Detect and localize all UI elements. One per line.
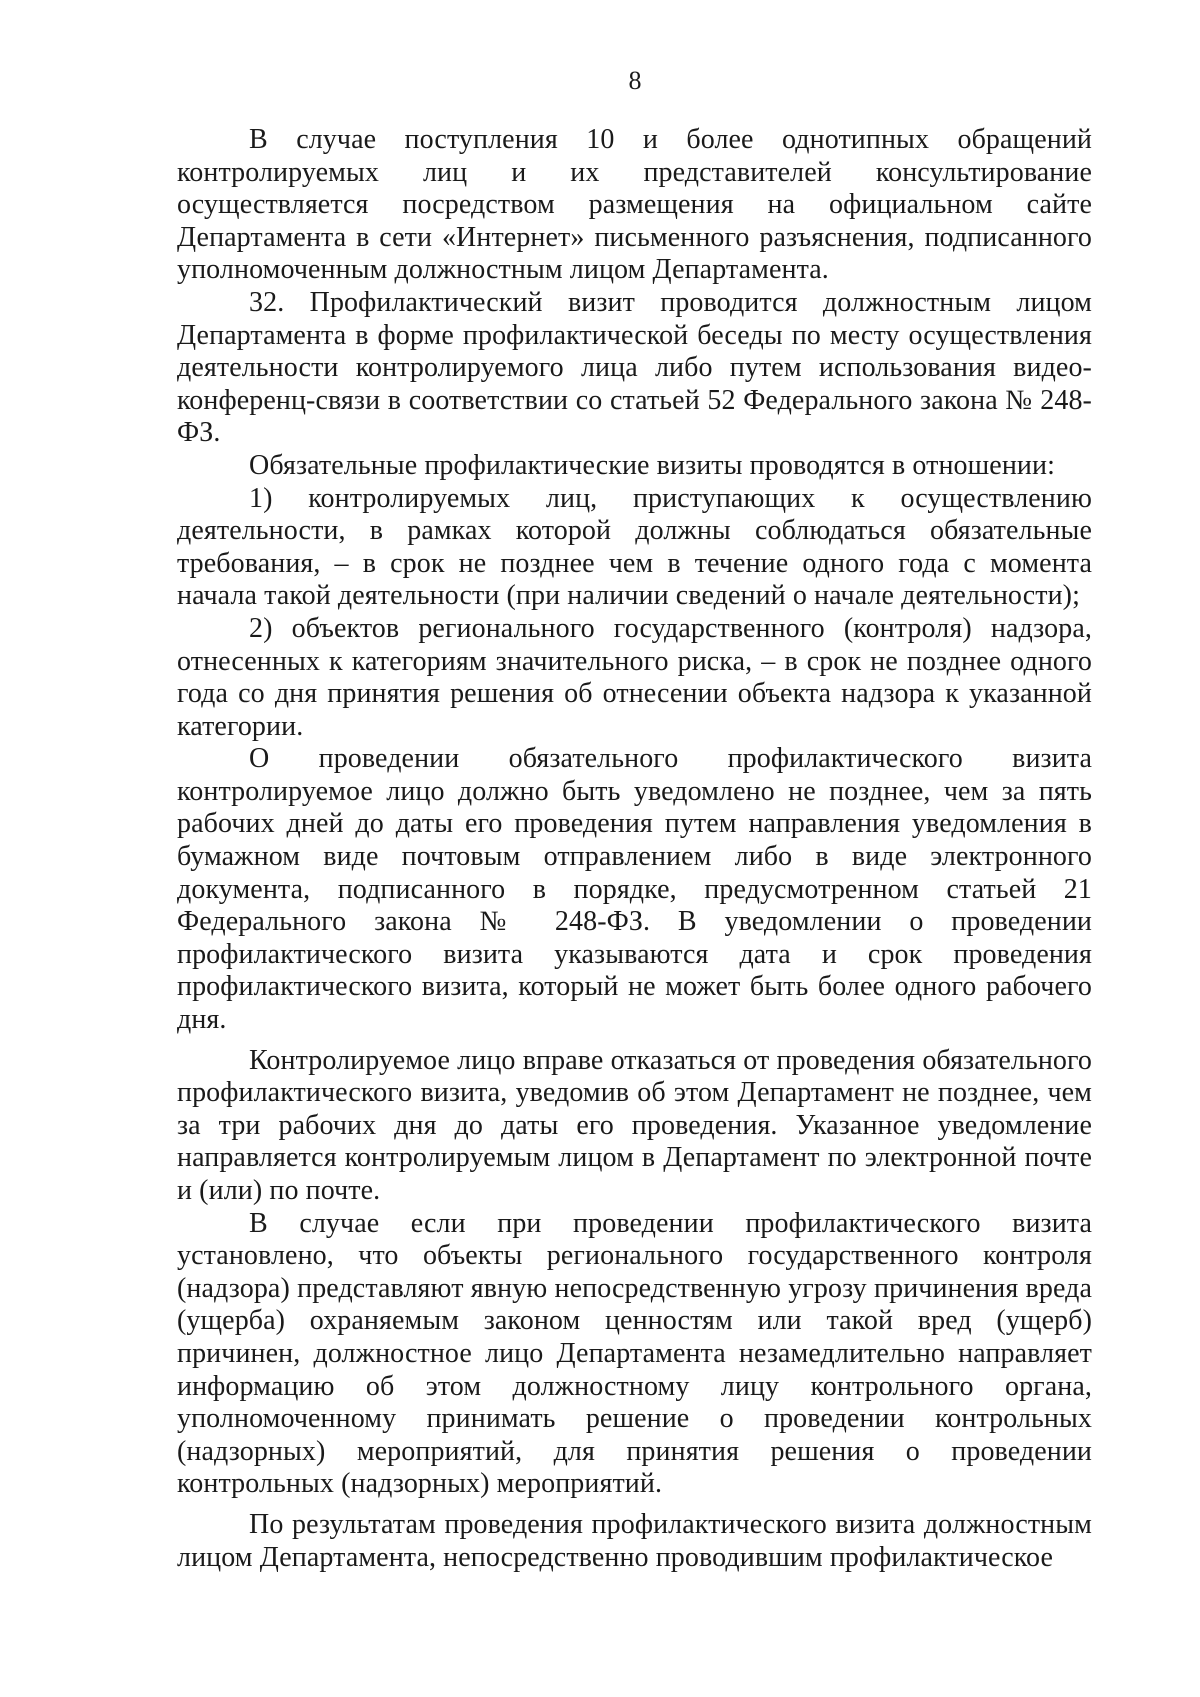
paragraph-threat-detected: В случае если при проведении профилактического визита установлено, что объекты регионального государственного контроля (надзора) представляют явную непосредственную угрозу причинения вреда (ущерба) охраняемым законом ценностям или такой вред (ущерб) причинен, должностное лицо Департамента незамедлительно направляет информацию об этом должностному лицу контрольного органа, уполномоченному принимать решение о проведении контрольных (надзорных) мероприятий, для принятия решения о проведении контрольных (надзорных) мероприятий. — [177, 1207, 1092, 1500]
paragraph-mandatory-visits-intro: Обязательные профилактические визиты проводятся в отношении: — [249, 449, 1055, 481]
paragraph-consultation-mass-requests: В случае поступления 10 и более однотипных обращений контролируемых лиц и их представителей консультирование осуществляется посредством размещения на официальном сайте Департамента в сети «Интернет» письменного разъяснения, подписанного уполномоченным должностным лицом Департамента. — [177, 124, 1092, 286]
paragraph-mandatory-visits-item-1: 1) контролируемых лиц, приступающих к осуществлению деятельности, в рамках которой должны соблюдаться обязательные требования, – в срок не позднее чем в течение одного года с момента начала такой деятельности (при наличии сведений о начале деятельности); — [177, 482, 1092, 612]
paragraph-visit-refusal: Контролируемое лицо вправе отказаться от проведения обязательного профилактического визита, уведомив об этом Департамент не позднее, чем за три рабочих дня до даты его проведения. Указанное уведомление направляется контролируемым лицом в Департамент по электронной почте и (или) по почте. — [177, 1044, 1092, 1206]
paragraph-preventive-visit: 32. Профилактический визит проводится должностным лицом Департамента в форме профилактической беседы по месту осуществления деятельности контролируемого лица либо путем использования видео-конференц-связи в соответствии со статьей 52 Федерального закона № 248-ФЗ. — [177, 286, 1092, 449]
paragraph-visit-results: По результатам проведения профилактического визита должностным лицом Департамента, непосредственно проводившим профилактическое — [177, 1508, 1092, 1573]
paragraph-mandatory-visits-item-2: 2) объектов регионального государственного (контроля) надзора, отнесенных к категориям значительного риска, – в срок не позднее одного года со дня принятия решения об отнесении объекта надзора к указанной категории. — [177, 612, 1092, 742]
document-body — [177, 124, 1092, 1574]
paragraph-visit-notification: О проведении обязательного профилактического визита контролируемое лицо должно быть уведомлено не позднее, чем за пять рабочих дней до даты его проведения путем направления уведомления в бумажном виде почтовым отправлением либо в виде электронного документа, подписанного в порядке, предусмотренном статьей 21 Федерального закона № 248-ФЗ. В уведомлении о проведении профилактического визита указываются дата и срок проведения профилактического визита, который не может быть более одного рабочего дня. — [177, 743, 1092, 1036]
page-number: 8 — [628, 66, 642, 95]
